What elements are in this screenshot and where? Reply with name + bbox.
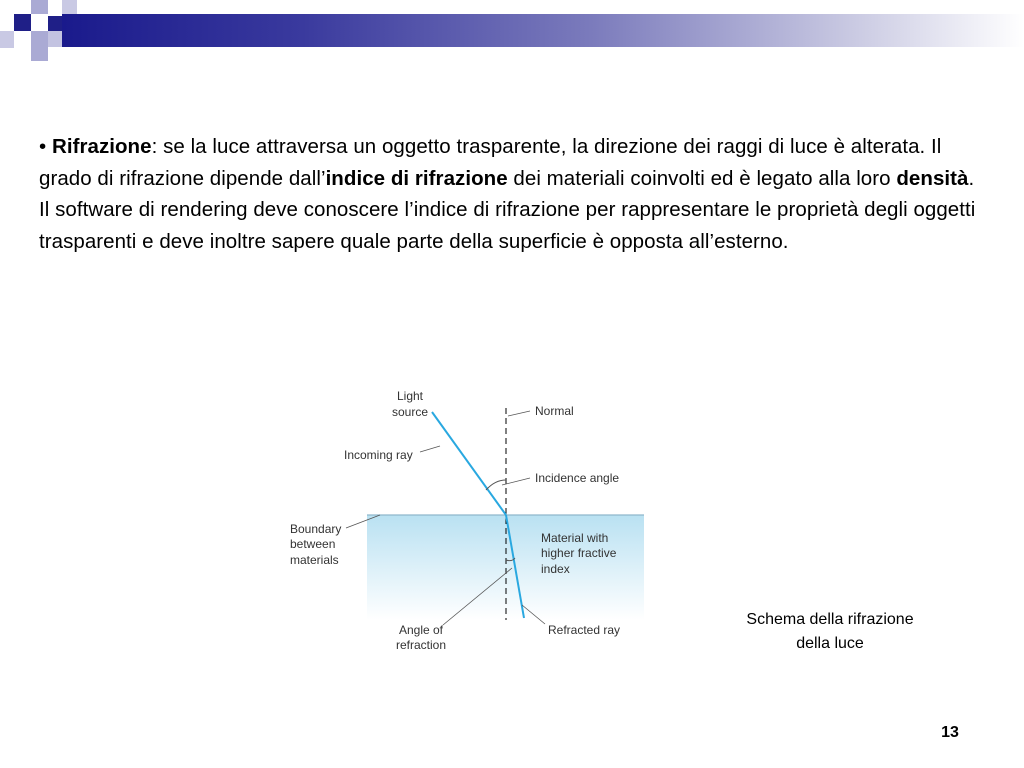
- label-incidence-angle: Incidence angle: [535, 471, 620, 485]
- decor-square-light: [31, 47, 48, 61]
- caption-line: Schema della rifrazione: [746, 611, 914, 628]
- label-normal: Normal: [535, 404, 574, 418]
- term-refractive-index: indice di rifrazione: [325, 166, 508, 190]
- decor-square-light: [31, 31, 48, 47]
- diagram-caption: [730, 608, 930, 656]
- label-boundary: materials: [290, 553, 339, 567]
- page-number: 13: [941, 724, 959, 741]
- label-light-source: source: [391, 405, 429, 419]
- decor-square-light: [31, 0, 48, 14]
- term-density: densità: [896, 166, 969, 190]
- paragraph-text-2: dei materiali coinvolti ed è legato alla loro: [507, 166, 897, 190]
- label-refracted-ray: Refracted ray: [548, 623, 621, 637]
- paragraph-text-1: : se la luce attraversa un oggetto trasparente, la direzione dei raggi di luce è alterata. Il grado di rifrazione dipende dall’: [39, 135, 942, 190]
- label-incoming-ray: Incoming ray: [344, 448, 413, 462]
- incoming-ray: [432, 412, 506, 515]
- leader-incoming-ray: [420, 446, 440, 452]
- label-boundary: Boundary: [290, 522, 342, 536]
- label-angle-of-refraction: Angle of: [398, 623, 444, 637]
- label-material: index: [541, 562, 570, 576]
- refraction-diagram: [280, 380, 660, 660]
- term-refraction: Rifrazione: [51, 135, 152, 158]
- decor-square-light: [0, 31, 14, 48]
- label-light-source: Light: [396, 389, 424, 403]
- header-gradient-band: [62, 14, 1024, 47]
- decor-square-dark: [14, 14, 31, 31]
- label-angle-of-refraction: refraction: [395, 638, 447, 652]
- body-paragraph: [39, 131, 989, 257]
- caption-line: della luce: [796, 635, 864, 652]
- paragraph-text-3: . Il software di rendering deve conoscere l’indice di rifrazione per rappresentare le proprietà degli oggetti trasparenti e deve inoltre sapere quale parte della superficie è opposta all’esterno.: [39, 166, 976, 253]
- label-material: higher fractive: [541, 546, 617, 560]
- decor-square-dark: [48, 16, 62, 31]
- label-material: Material with: [541, 531, 609, 545]
- label-boundary: between: [290, 537, 336, 551]
- leader-normal: [508, 411, 530, 416]
- bullet: •: [39, 135, 47, 158]
- decor-square-light: [62, 0, 77, 14]
- decor-square-light: [48, 31, 62, 47]
